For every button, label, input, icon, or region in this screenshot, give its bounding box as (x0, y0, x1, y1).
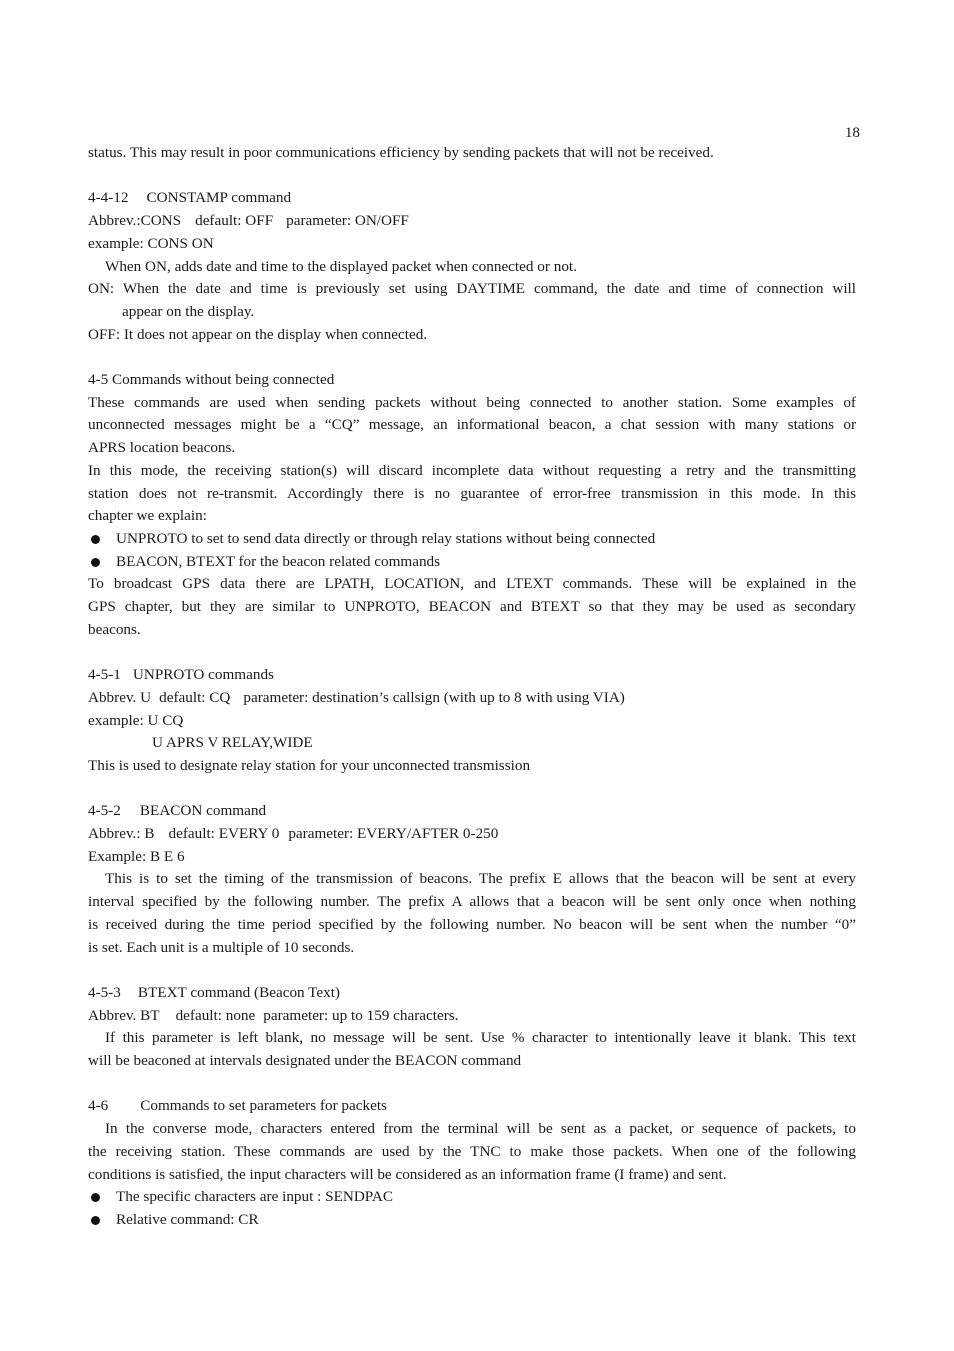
section-heading-4-5: 4-5 Commands without being connected (88, 371, 335, 388)
section-heading-4-4-12 (88, 187, 856, 210)
spacer (88, 641, 856, 664)
heading-number: 4-5-2 (88, 802, 121, 820)
on-description-line2: appear on the display. (122, 302, 255, 320)
paragraph-line: beacons. (88, 620, 141, 638)
spacer (88, 778, 856, 801)
section-heading-4-6 (88, 1095, 856, 1118)
parameter-value: parameter: EVERY/AFTER 0-250 (288, 825, 499, 843)
heading-title: Commands to set parameters for packets (140, 1097, 387, 1115)
abbrev-line (88, 210, 856, 233)
default-value: default: EVERY 0 (168, 825, 280, 843)
parameter-value: parameter: up to 159 characters. (263, 1006, 459, 1024)
bullet-item: The specific characters are input : SENDPAC (88, 1186, 856, 1209)
abbrev: Abbrev. U (88, 688, 152, 706)
paragraph-status: status. This may result in poor communications efficiency by sending packets that will not be received. (88, 144, 714, 161)
paragraph-line: conditions is satisfied, the input characters will be considered as an information frame (I frame) and sent. (88, 1165, 727, 1183)
paragraph-line: In the converse mode, characters entered from the terminal will be sent as a packet, or sequence of packets, to (105, 1120, 856, 1138)
bullet-item: UNPROTO to set to send data directly or through relay stations without being connected (88, 528, 856, 551)
paragraph-line: will be beaconed at intervals designated under the BEACON command (88, 1052, 522, 1070)
paragraph-line: To broadcast GPS data there are LPATH, LOCATION, and LTEXT commands. These will be explained in the (88, 575, 856, 593)
section-heading-4-5-3 (88, 982, 856, 1005)
parameter-value: parameter: ON/OFF (286, 212, 409, 230)
abbrev: Abbrev.:CONS (88, 212, 182, 230)
document-body (88, 142, 856, 1232)
paragraph-line: unconnected messages might be a “CQ” message, an informational beacon, a chat session with many stations or (88, 416, 856, 434)
heading-title: BTEXT command (Beacon Text) (137, 983, 340, 1001)
off-description: OFF: It does not appear on the display when connected. (88, 325, 428, 343)
heading-title: UNPROTO commands (132, 666, 274, 684)
example-line-2: U APRS V RELAY,WIDE (152, 734, 313, 752)
paragraph-line: is received during the time period specified by the following number. No beacon will be sent when the number “0” (88, 915, 856, 933)
abbrev-line (88, 687, 856, 710)
spacer (88, 1073, 856, 1096)
paragraph-line: chapter we explain: (88, 507, 207, 525)
paragraph-line: is set. Each unit is a multiple of 10 seconds. (88, 938, 355, 956)
default-value: default: none (175, 1006, 256, 1024)
paragraph-line: the receiving station. These commands are used by the TNC to make those packets. When one of the following (88, 1142, 856, 1160)
heading-number: 4-5-1 (88, 666, 121, 684)
spacer (88, 165, 856, 188)
default-value: default: CQ (159, 688, 231, 706)
example-line: example: U CQ (88, 711, 184, 729)
bullet-item: Relative command: CR (88, 1209, 856, 1232)
example-line: Example: B E 6 (88, 847, 185, 865)
heading-number: 4-6 (88, 1097, 109, 1115)
paragraph-line: These commands are used when sending packets without being connected to another station. Some examples of (88, 393, 856, 411)
heading-title: CONSTAMP command (146, 189, 292, 207)
paragraph-line: This is to set the timing of the transmission of beacons. The prefix E allows that the beacon will be sent at every (105, 870, 856, 888)
page-number: 18 (844, 124, 860, 141)
bullet-item: BEACON, BTEXT for the beacon related commands (88, 551, 856, 574)
parameter-value: parameter: destination’s callsign (with up to 8 with using VIA) (243, 688, 625, 706)
paragraph-line: In this mode, the receiving station(s) will discard incomplete data without requesting a retry and the transmitting (88, 461, 856, 479)
section-heading-4-5-2 (88, 800, 856, 823)
default-value: default: OFF (195, 212, 274, 230)
on-description-line1: ON: When the date and time is previously set using DAYTIME command, the date and time of connection will (88, 280, 856, 298)
heading-number: 4-4-12 (88, 189, 129, 207)
paragraph-line: station does not re-transmit. Accordingly there is no guarantee of error-free transmission in this mode. In this (88, 484, 856, 502)
abbrev-line (88, 1005, 856, 1028)
abbrev-line (88, 823, 856, 846)
example-line: example: CONS ON (88, 234, 214, 252)
spacer (88, 346, 856, 369)
abbrev: Abbrev.: B (88, 825, 155, 843)
paragraph-line: APRS location beacons. (88, 439, 236, 457)
heading-title: BEACON command (139, 802, 267, 820)
section-heading-4-5-1 (88, 664, 856, 687)
heading-number: 4-5-3 (88, 983, 121, 1001)
spacer (88, 959, 856, 982)
paragraph-line: GPS chapter, but they are similar to UNPROTO, BEACON and BTEXT so that they may be used as secondary (88, 598, 856, 616)
description: This is used to designate relay station for your unconnected transmission (88, 756, 531, 774)
paragraph-line: If this parameter is left blank, no message will be sent. Use % character to intentionally leave it blank. This text (105, 1029, 856, 1047)
paragraph-line: interval specified by the following number. The prefix A allows that a beacon will be sent only once when nothing (88, 893, 856, 911)
abbrev: Abbrev. BT (88, 1006, 160, 1024)
description: When ON, adds date and time to the displayed packet when connected or not. (105, 257, 577, 275)
